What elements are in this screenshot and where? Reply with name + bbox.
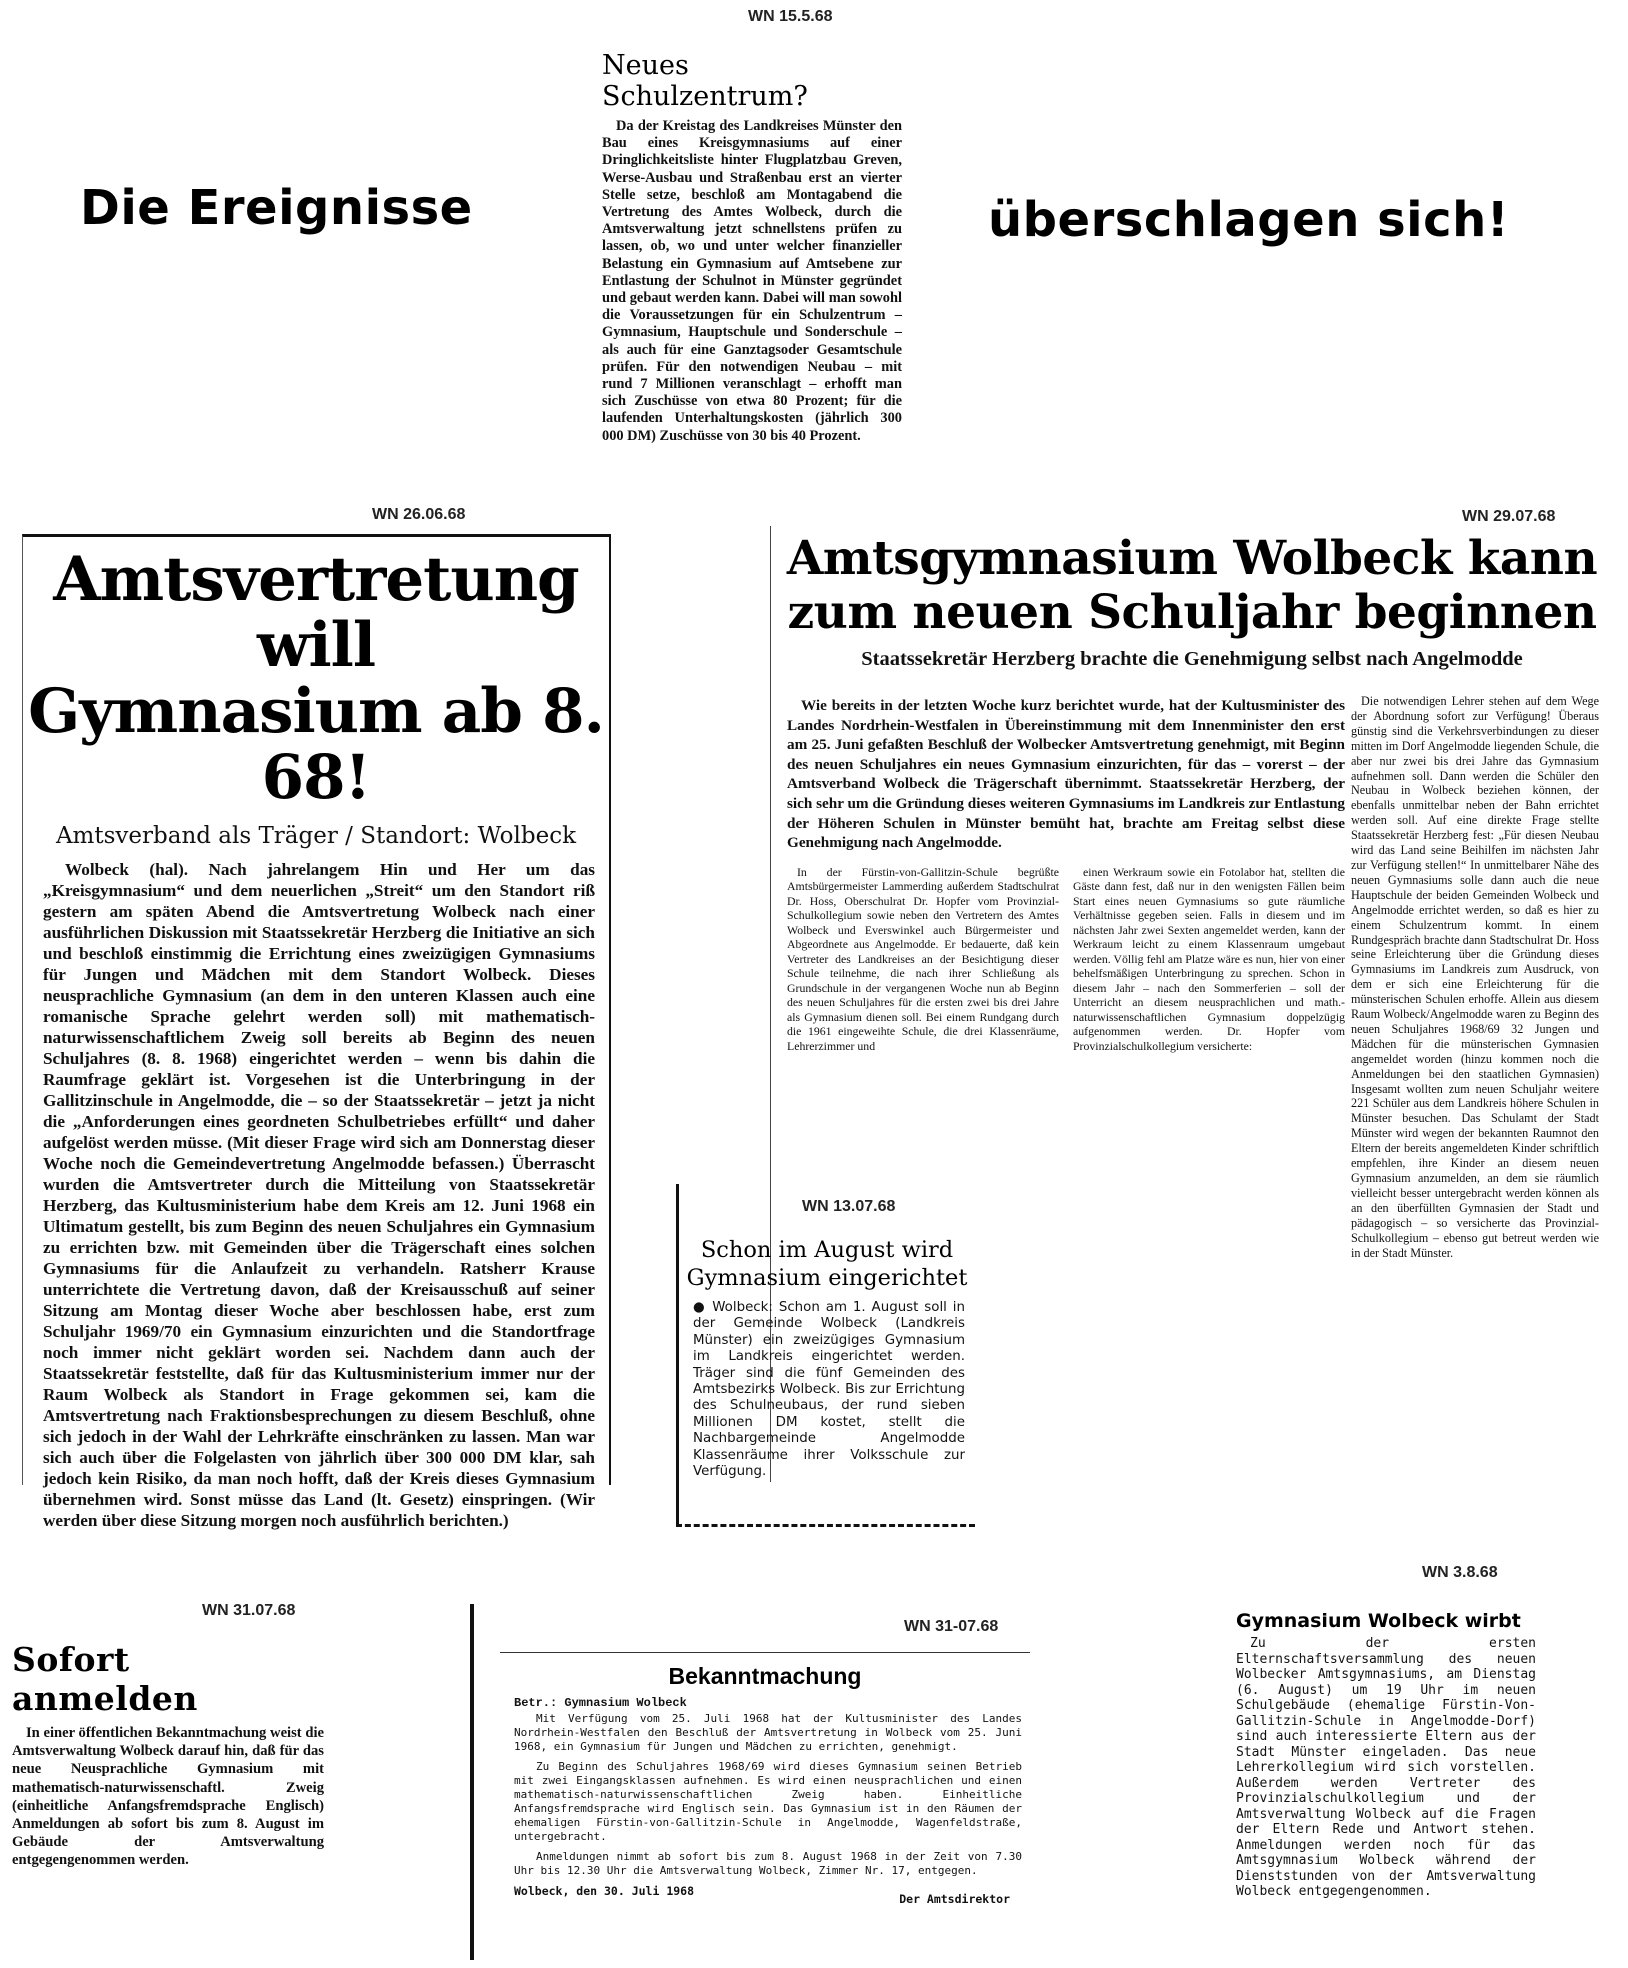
clip6-p2: Zu Beginn des Schuljahres 1968/69 wird dieses Gymnasium seinen Betrieb mit zwei Eingangsklassen aufnehmen. Es wird einen neusprachlichen und einen mathematisch-naturwissenschaftlichen Zweig haben. Einheitliche Anfangsfremdsprache wird Englisch sein. Das Gymnasium ist in den Räumen der ehemaligen Fürstin-von-Gallitzin-Schule in Angelmodde, Wagenfeldstraße, untergebracht. (514, 1760, 1022, 1843)
clip6-p1: Mit Verfügung vom 25. Juli 1968 hat der Kultusminister des Landes Nordrhein-Westfalen den Beschluß der Amtsvertretung in Wolbeck vom 25. Juni 1968, ein Gymnasium für Jungen und Mädchen zu errichten, genehmigt. (514, 1712, 1022, 1753)
clip7-date: WN 3.8.68 (1422, 1564, 1498, 1581)
clip3-col3: Die notwendigen Lehrer stehen auf dem Wege der Abordnung sofort zur Verfügung! Überaus günstig sind die Verkehrsverbindungen zu dieser mitten im Dorf Angelmodde liegenden Schule, die aber nur zwei bis drei Jahre das Gymnasium aufnehmen soll. Dann werden die Schüler den Neubau in Wolbeck beziehen können, der ebenfalls unmittelbar neben der Bahn errichtet werden soll. Auf eine direkte Frage stellte Staatssekretär Herzberg fest: „Für diesen Neubau wird das Land seine Beihilfen im nächsten Jahr zur Verfügung stellen!“ In unmittelbarer Nähe des neuen Gymnasiums solle dann auch die neue Hauptschule der beiden Gemeinden Wolbeck und Angelmodde errichtet werden, so daß es hier zu einem Schulzentrum kommt. In einem Rundgespräch brachte dann Stadtschulrat Dr. Hoss seine Erleichterung über die Gründung dieses Gymnasiums im Landkreis zum Ausdruck, von dem er sich eine Erleichterung für die münsterischen Schulen erhoffe. Allein aus diesem Raum Wolbeck/Angelmodde waren zu Beginn des neuen Schuljahres 1968/69 32 Jungen und Mädchen für die münsterischen Gymnasien angemeldet worden (hinzu kommen noch die Anmeldungen bei den staatlichen Gymnasien) Insgesamt wollten zum neuen Schuljahr weitere 221 Schüler aus dem Landkreis höhere Schulen in Münster besuchen. Das Schulamt der Stadt Münster wird wegen der bekannten Raumnot den Eltern der bereits angemeldeten Kinder schriftlich empfehlen, ihre Kinder an diesem neuen Gymnasium anzumelden, an dem sie räumlich vielleicht besser untergebracht werden können als an den überfüllten Gymnasien der Stadt und pädagogisch – so versicherte das Provinzial-Schulkollegium – ebenso gut betreut werden wie in der Stadt Münster. (1351, 694, 1599, 1260)
clip6-article (500, 1652, 1030, 1953)
clip3-headline-line2: zum neuen Schuljahr beginnen (787, 585, 1597, 640)
clip7-body: Zu der ersten Elternschaftsversammlung des neuen Wolbecker Amtsgymnasiums, am Dienstag (6. August) um 19 Uhr im neuen Schulgebäude (ehemalige Fürstin-Von-Gallitzin-Schule in Angelmodde-Dorf) sind auch interessierte Eltern aus der Stadt Münster eingeladen. Das neue Lehrerkollegium wird sich vorstellen. Außerdem werden Vertreter des Provinzialschulkollegium und der Amtsverwaltung Wolbeck auf die Fragen der Eltern Rede und Antwort stehen. Anmeldungen werden noch für das Amtsgymnasium Wolbeck während der Dienststunden von der Amtsverwaltung Wolbeck entgegengenommen. (1236, 1636, 1536, 1899)
clip2-date: WN 26.06.68 (372, 506, 466, 523)
clip5-body: In einer öffentlichen Bekanntmachung weist die Amtsverwaltung Wolbeck darauf hin, daß für das neue Neusprachliche Gymnasium mit mathematisch-naturwissenschaftl. Zweig (einheitliche Anfangsfremdsprache Englisch) Anmeldungen ab sofort bis zum 8. August im Gebäude der Amtsverwaltung entgegengenommen werden. (12, 1725, 324, 1869)
clip2-headline-line2: Gymnasium ab 8. 68! (28, 676, 604, 813)
clip7-headline: Gymnasium Wolbeck wirbt (1236, 1610, 1521, 1632)
clip6-signature: Der Amtsdirektor (899, 1892, 1010, 1906)
clip2-body: Wolbeck (hal). Nach jahrelangem Hin und Her um das „Kreisgymnasium“ und dem neuerlichen „Streit“ um den Standort riß gestern am späten Abend die Amtsvertretung Wolbeck nach einer ausführlichen Diskussion mit Staatssekretär Herzberg die Initiative an sich und beschloß einstimmig die Errichtung eines zweizügigen Gymnasiums für Jungen und Mädchen mit dem Standort Wolbeck. Dieses neusprachliche Gymnasium (an dem in den unteren Klassen auch eine romanische Sprache gelehrt werden soll) mit mathematisch-naturwissenschaftlichem Zweig soll bereits ab Beginn des neuen Schuljahres (8. 8. 1968) eingerichtet werden – wenn bis dahin die Raumfrage geklärt ist. Vorgesehen ist die Unterbringung in der Gallitzinschule in Angelmodde, die – so der Staatssekretär – jetzt ja nicht die „Anforderungen eines geordneten Schulbetriebes erfüllt“ und daher aufgelöst werden müsse. (Mit dieser Frage wird sich am Donnerstag dieser Woche noch die Gemeindevertretung Angelmodde befassen.) Überrascht wurden die Amtsvertreter durch die Mitteilung von Staatssekretär Herzberg, das Kultusministerium habe dem Kreis am 12. Juni 1968 ein Ultimatum gestellt, bis zum Beginn des neuen Schuljahres ein Gymnasium zu errichten bzw. mit Gemeinden über die Trägerschaft eines solchen Gymnasiums für die Anlaufzeit zu verhandeln. Ratsherr Krause unterrichtete die Vertretung davon, daß der Kreisausschuß auf seiner Sitzung am Montag dieser Woche aber beschlossen habe, erst zum Schuljahr 1969/70 ein Gymnasium einzurichten und die Standortfrage noch immer nicht geklärt worden sei. Nachdem dann auch der Staatssekretär feststellte, daß für das Kultusministerium immer nur der Raum Wolbeck als Standort in Frage gekommen sei, kam die Amtsvertretung nach Fraktionsbesprechungen zu diesem Beschluß, ohne sich jedoch in der Wahl der Lehrkräfte einschränken zu lassen. Man war sich auch über die Folgelasten von jährlich über 300 000 DM klar, sah jedoch kein Risiko, da man noch hofft, daß der Kreis dieses Gymnasium übernehmen wird. Sonst müsse das Land (lt. Gesetz) einspringen. (Wir werden über diese Sitzung morgen noch ausführlich berichten.) (43, 860, 595, 1530)
clip6-place-date: Wolbeck, den 30. Juli 1968 (514, 1884, 695, 1898)
clip3-headline (771, 532, 1613, 640)
clip3-headline-line1: Amtsgymnasium Wolbeck kann (786, 531, 1598, 586)
clip5-article (12, 1640, 324, 1870)
clip2-subhead: Amtsverband als Träger / Standort: Wolbeck (55, 823, 577, 849)
clip2-headline (23, 544, 609, 813)
clip6-date: WN 31-07.68 (904, 1618, 999, 1635)
clip1-headline: Neues Schulzentrum? (602, 50, 808, 112)
clip6-betr: Betr.: Gymnasium Wolbeck (514, 1696, 687, 1710)
clip7-article (1236, 1610, 1536, 1900)
clip2-headline-line1: Amtsvertretung will (53, 544, 579, 681)
clip4-headline-line2: Gymnasium eingerichtet (686, 1265, 968, 1291)
clip3-date: WN 29.07.68 (1462, 508, 1556, 525)
clip3-col2: einen Werkraum sowie ein Fotolabor hat, stellten die Gäste dann fest, daß nur in den wenigsten Fällen beim Start eines neuen Gymnasiums so gute räumliche Verhältnisse gegeben seien. Falls in diesem und im nächsten Jahr zwei Sexten angemeldet werden, kann der Werkraum leicht zu einem Klassenraum umgebaut werden. Völlig fehl am Platze wäre es nun, hier von einer behelfsmäßigen Unterbringung zu sprechen. Schon in diesem Jahr – nach den Sommerferien – soll der Unterricht an diesem neusprachlichen und math.-naturwissenschaftlichen Gymnasium doppelzügig aufgenommen werden. Dr. Hopfer vom Provinzialschulkollegium versicherte: (1073, 864, 1345, 1053)
page-title-left: Die Ereignisse (80, 180, 473, 236)
clip5-date: WN 31.07.68 (202, 1602, 296, 1619)
clip6-left-rule (470, 1604, 474, 1960)
clip3-col1: In der Fürstin-von-Gallitzin-Schule begrüßte Amtsbürgermeister Lammerding außerdem Stadtschulrat Dr. Hoss, Oberschulrat Dr. Hopfer vom Provinzial-Schulkollegium sowie neben den Vertretern des Amtes Wolbeck und Everswinkel auch Bürgermeister und Abgeordnete aus Angelmodde. Er bedauerte, daß kein Vertreter des Landkreises an der Besichtigung dieser Schule teilnehme, die nach ihrer Schließung als Grundschule in der vergangenen Woche nun ab Beginn des neuen Schuljahres für die ersten zwei bis drei Jahre als Gymnasium dienen soll. Bei einem Rundgang durch die 1961 eingeweihte Schule, die drei Klassenräume, Lehrerzimmer und (787, 864, 1059, 1053)
clip6-headline: Bekanntmachung (668, 1663, 862, 1689)
clip3-subhead: Staatssekretär Herzberg brachte die Genehmigung selbst nach Angelmodde (861, 648, 1523, 670)
clip2-article (22, 534, 611, 1530)
clip4-article (676, 1184, 975, 1527)
clip6-p3: Anmeldungen nimmt ab sofort bis zum 8. August 1968 in der Zeit von 7.30 Uhr bis 12.30 Uhr die Amtsverwaltung Wolbeck, Zimmer Nr. 17, entgegen. (514, 1850, 1022, 1877)
clip4-date: WN 13.07.68 (802, 1198, 896, 1215)
clip4-headline-line1: Schon im August wird (700, 1237, 954, 1263)
clip3-lead: Wie bereits in der letzten Woche kurz berichtet wurde, hat der Kultusminister des Landes Nordrhein-Westfalen in Übereinstimmung mit dem Innenminister den erst am 25. Juni gefaßten Beschluß der Wolbecker Amtsvertretung genehmigt, mit Beginn des neuen Schuljahres ein neues Gymnasium einzurichten, für das – vorerst – der Amtsverband Wolbeck die Trägerschaft übernimmt. Staatssekretär Herzberg, der sich sehr um die Gründung dieses weiteren Gymnasiums im Landkreis zur Entlastung der Höheren Schulen in Münster bemüht hat, brachte am Freitag selbst diese Genehmigung nach Angelmodde. (787, 697, 1345, 852)
clip1-date: WN 15.5.68 (748, 8, 833, 25)
page-title-right: überschlagen sich! (988, 192, 1510, 248)
clip1-article (602, 50, 902, 445)
clip4-body: ● Wolbeck: Schon am 1. August soll in der Gemeinde Wolbeck (Landkreis Münster) ein zweizügiges Gymnasium im Landkreis eingerichtet werden. Träger sind die fünf Gemeinden des Amtsbezirks Wolbeck. Bis zur Errichtung des Schulneubaus, der rund sieben Millionen DM kostet, stellt die Nachbargemeinde Angelmodde Klassenräume ihrer Volksschule zur Verfügung. (693, 1300, 965, 1480)
clip5-headline: Sofort anmelden (12, 1640, 198, 1718)
clip4-headline (679, 1236, 975, 1292)
clip1-body: Da der Kreistag des Landkreises Münster den Bau eines Kreisgymnasiums auf einer Dringlichkeitsliste hinter Flugplatzbau Greven, Werse-Ausbau und Straßenbau erst an vierter Stelle setze, beschloß am Montagabend die Vertretung des Amtes Wolbeck, durch die Amtsverwaltung jetzt schnellstens prüfen zu lassen, ob, wo und unter welcher finanzieller Belastung ein Gymnasium auf Amtsebene zur Entlastung der Schulnot in Münster gegründet und gebaut werden kann. Dabei will man sowohl die Voraussetzungen für ein Schulzentrum – Gymnasium, Hauptschule und Sonderschule – als auch für eine Ganztagsoder Gesamtschule prüfen. Für den notwendigen Neubau – mit rund 7 Millionen veranschlagt – erhofft man sich Zuschüsse von etwa 80 Prozent; für die laufenden Unterhaltungskosten (jährlich 300 000 DM) Zuschüsse von 30 bis 40 Prozent. (602, 118, 902, 444)
